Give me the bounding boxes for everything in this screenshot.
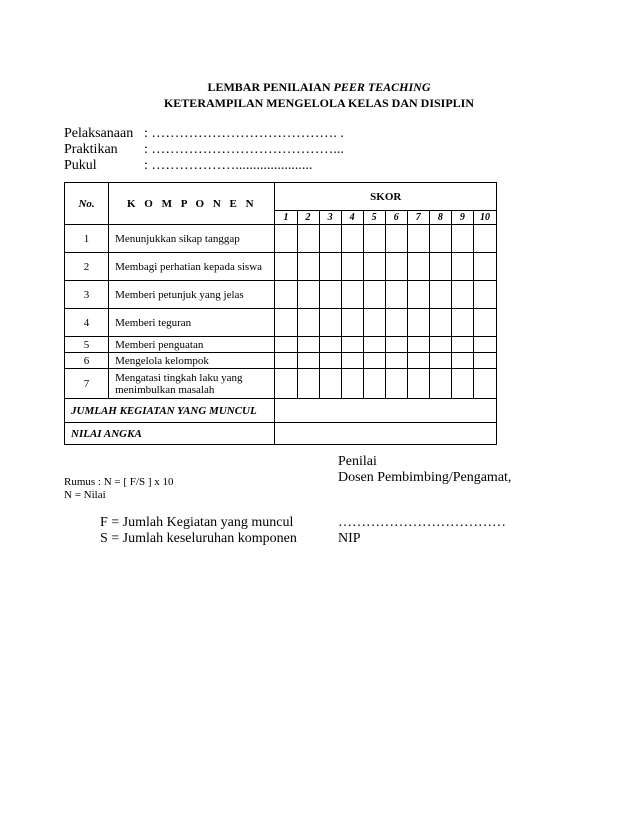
score-cell[interactable] xyxy=(297,369,319,399)
score-cell[interactable] xyxy=(363,225,385,253)
score-cell[interactable] xyxy=(385,353,407,369)
row-jumlah-kegiatan-value[interactable] xyxy=(275,399,497,423)
score-cell[interactable] xyxy=(385,281,407,309)
score-cell[interactable] xyxy=(319,253,341,281)
score-cell[interactable] xyxy=(363,353,385,369)
score-cell[interactable] xyxy=(473,369,496,399)
row-number: 4 xyxy=(65,309,109,337)
header-skor: SKOR xyxy=(275,183,497,211)
score-cell[interactable] xyxy=(451,369,473,399)
title-line-1 xyxy=(0,80,638,95)
score-column-header: 6 xyxy=(385,211,407,225)
formula-f-def: F = Jumlah Kegiatan yang muncul xyxy=(100,515,294,530)
score-cell[interactable] xyxy=(341,253,363,281)
formula-line: Rumus : N = [ F/S ] x 10 xyxy=(64,476,174,488)
score-cell[interactable] xyxy=(385,309,407,337)
score-cell[interactable] xyxy=(473,337,496,353)
row-nilai-angka xyxy=(65,423,497,445)
score-cell[interactable] xyxy=(473,253,496,281)
score-cell[interactable] xyxy=(341,353,363,369)
score-cell[interactable] xyxy=(319,225,341,253)
score-cell[interactable] xyxy=(407,309,429,337)
score-cell[interactable] xyxy=(451,337,473,353)
score-cell[interactable] xyxy=(385,369,407,399)
row-nilai-angka-value[interactable] xyxy=(275,423,497,445)
score-cell[interactable] xyxy=(297,253,319,281)
score-cell[interactable] xyxy=(407,369,429,399)
row-number: 1 xyxy=(65,225,109,253)
row-komponen: Memberi penguatan xyxy=(109,337,275,353)
score-cell[interactable] xyxy=(275,369,297,399)
row-komponen: Memberi petunjuk yang jelas xyxy=(109,281,275,309)
score-cell[interactable] xyxy=(407,281,429,309)
score-column-header: 9 xyxy=(451,211,473,225)
score-column-header: 1 xyxy=(275,211,297,225)
signature-penilai: Penilai xyxy=(338,454,377,469)
formula-s-def: S = Jumlah keseluruhan komponen xyxy=(100,531,297,546)
field-label: Pukul xyxy=(64,158,97,173)
row-nilai-angka-label: NILAI ANGKA xyxy=(65,423,275,445)
formula-n-def: N = Nilai xyxy=(64,489,106,501)
row-number: 2 xyxy=(65,253,109,281)
score-cell[interactable] xyxy=(429,309,451,337)
score-cell[interactable] xyxy=(407,337,429,353)
row-komponen: Mengelola kelompok xyxy=(109,353,275,369)
score-cell[interactable] xyxy=(473,353,496,369)
score-column-header: 5 xyxy=(363,211,385,225)
score-cell[interactable] xyxy=(275,253,297,281)
score-cell[interactable] xyxy=(297,225,319,253)
score-cell[interactable] xyxy=(275,337,297,353)
score-cell[interactable] xyxy=(297,337,319,353)
table-row xyxy=(65,337,497,353)
field-value: : ………………...................... xyxy=(144,158,313,173)
header-no: No. xyxy=(65,183,109,225)
score-cell[interactable] xyxy=(297,309,319,337)
score-cell[interactable] xyxy=(363,309,385,337)
field-label: Pelaksanaan xyxy=(64,126,134,141)
table-row xyxy=(65,369,497,399)
score-column-header: 2 xyxy=(297,211,319,225)
score-cell[interactable] xyxy=(473,225,496,253)
title-italic: PEER TEACHING xyxy=(333,80,431,94)
score-cell[interactable] xyxy=(429,281,451,309)
score-cell[interactable] xyxy=(297,353,319,369)
score-cell[interactable] xyxy=(319,369,341,399)
field-pelaksanaan xyxy=(64,126,344,142)
score-cell[interactable] xyxy=(275,353,297,369)
score-cell[interactable] xyxy=(429,337,451,353)
score-cell[interactable] xyxy=(319,353,341,369)
row-jumlah-kegiatan xyxy=(65,399,497,423)
signature-dots: ……………………………… xyxy=(338,515,506,530)
title-line-2: KETERAMPILAN MENGELOLA KELAS DAN DISIPLIN xyxy=(163,96,475,110)
score-cell[interactable] xyxy=(341,369,363,399)
field-praktikan xyxy=(64,142,344,158)
score-cell[interactable] xyxy=(319,309,341,337)
row-jumlah-kegiatan-label: JUMLAH KEGIATAN YANG MUNCUL xyxy=(65,399,275,423)
score-cell[interactable] xyxy=(275,225,297,253)
title-prefix: LEMBAR PENILAIAN xyxy=(207,80,334,94)
score-cell[interactable] xyxy=(473,281,496,309)
row-number: 6 xyxy=(65,353,109,369)
score-cell[interactable] xyxy=(451,353,473,369)
score-cell[interactable] xyxy=(429,253,451,281)
score-column-header: 4 xyxy=(341,211,363,225)
score-cell[interactable] xyxy=(363,253,385,281)
score-cell[interactable] xyxy=(473,309,496,337)
score-cell[interactable] xyxy=(385,225,407,253)
score-cell[interactable] xyxy=(363,281,385,309)
table-row xyxy=(65,225,497,253)
field-pukul xyxy=(64,158,312,174)
table-row xyxy=(65,253,497,281)
score-cell[interactable] xyxy=(385,253,407,281)
score-cell[interactable] xyxy=(341,225,363,253)
signature-nip: NIP xyxy=(338,531,361,546)
table-row xyxy=(65,281,497,309)
score-cell[interactable] xyxy=(429,353,451,369)
score-cell[interactable] xyxy=(429,369,451,399)
score-cell[interactable] xyxy=(341,309,363,337)
score-column-header: 3 xyxy=(319,211,341,225)
score-cell[interactable] xyxy=(275,309,297,337)
row-komponen: Menunjukkan sikap tanggap xyxy=(109,225,275,253)
score-cell[interactable] xyxy=(341,281,363,309)
score-cell[interactable] xyxy=(407,353,429,369)
score-column-header: 7 xyxy=(407,211,429,225)
field-value: : …………………………………... xyxy=(144,142,344,157)
score-cell[interactable] xyxy=(363,337,385,353)
score-cell[interactable] xyxy=(429,225,451,253)
score-cell[interactable] xyxy=(319,281,341,309)
score-cell[interactable] xyxy=(451,253,473,281)
field-value: : …………………………………. . xyxy=(144,126,344,141)
row-number: 5 xyxy=(65,337,109,353)
score-cell[interactable] xyxy=(407,225,429,253)
score-cell[interactable] xyxy=(363,369,385,399)
row-number: 3 xyxy=(65,281,109,309)
score-cell[interactable] xyxy=(451,309,473,337)
assessment-table xyxy=(64,182,497,445)
score-cell[interactable] xyxy=(407,253,429,281)
score-cell[interactable] xyxy=(451,281,473,309)
score-cell[interactable] xyxy=(319,337,341,353)
signature-role: Dosen Pembimbing/Pengamat, xyxy=(338,470,512,485)
row-komponen: Memberi teguran xyxy=(109,309,275,337)
score-column-header: 10 xyxy=(473,211,496,225)
row-komponen: Mengatasi tingkah laku yang menimbulkan masalah xyxy=(109,369,275,399)
score-cell[interactable] xyxy=(341,337,363,353)
table-row xyxy=(65,353,497,369)
score-cell[interactable] xyxy=(385,337,407,353)
row-komponen: Membagi perhatian kepada siswa xyxy=(109,253,275,281)
table-row xyxy=(65,309,497,337)
row-number: 7 xyxy=(65,369,109,399)
score-column-header: 8 xyxy=(429,211,451,225)
field-label: Praktikan xyxy=(64,142,118,157)
score-cell[interactable] xyxy=(275,281,297,309)
score-cell[interactable] xyxy=(297,281,319,309)
header-komponen: K O M P O N E N xyxy=(109,183,275,225)
score-cell[interactable] xyxy=(451,225,473,253)
